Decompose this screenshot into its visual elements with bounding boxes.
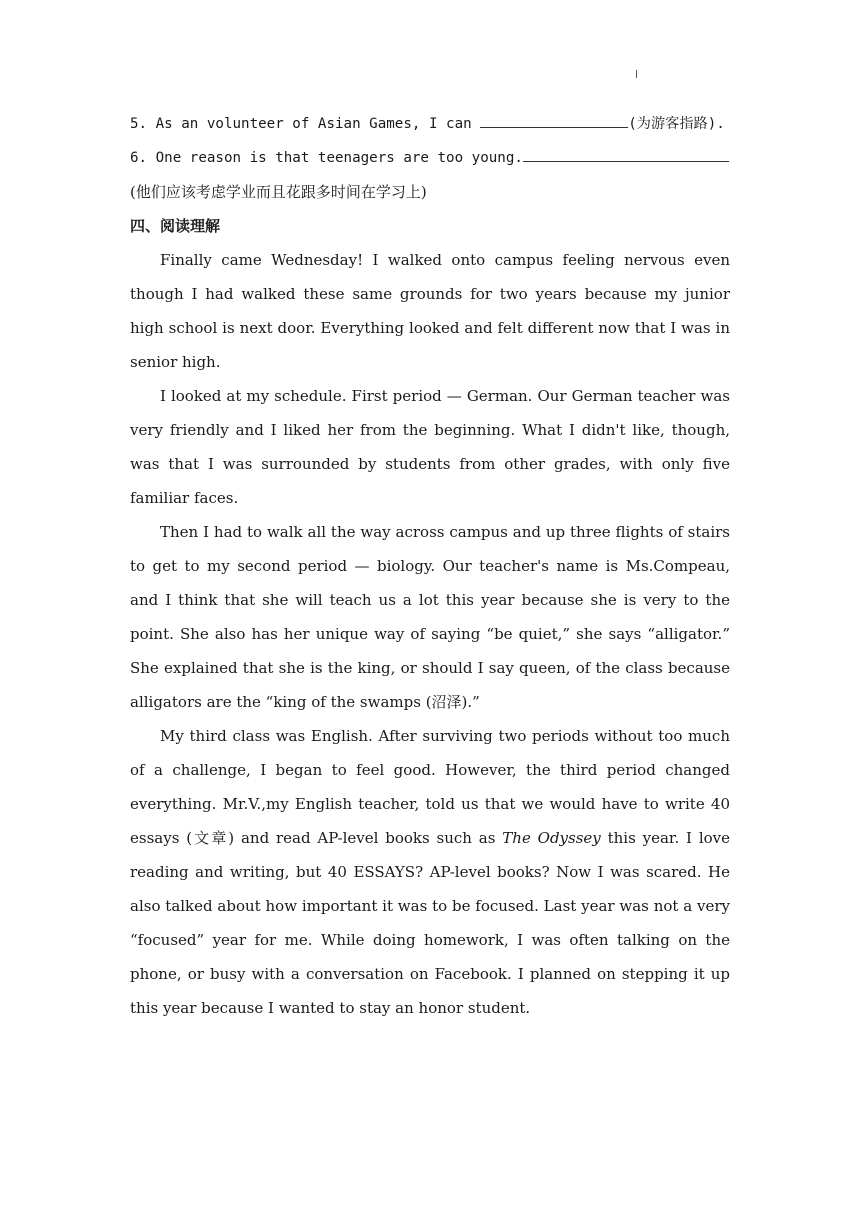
paragraph-4-part-1: My third class was English. After surviving two periods without too much of a challenge, I began to feel good. However, the third period changed everything. Mr.V.,my English teacher, told us that we would have to write 40 essays (文章) and read AP-level books such as bbox=[130, 727, 730, 847]
item6-text: 6. One reason is that teenagers are too young. bbox=[130, 150, 523, 166]
answer-blank-5[interactable] bbox=[480, 113, 628, 128]
item5-hint: (为游客指路). bbox=[628, 116, 725, 132]
item5-text: 5. As an volunteer of Asian Games, I can bbox=[130, 116, 481, 132]
reading-paragraph-3: Then I had to walk all the way across campus and up three flights of stairs to get to my second period — biology. Our teacher's name is Ms.Compeau, and I think that she will teach us a lot this year because she is very to the point. She also has her unique way of saying “be quiet,” she says “alligator.” She explained that she is the king, or should I say queen, of the class because alligators are the “king of the swamps (沼泽).” bbox=[130, 523, 730, 711]
item6-hint: (他们应该考虑学业而且花跟多时间在学习上) bbox=[130, 183, 427, 201]
exercise-item-6 bbox=[130, 141, 730, 175]
reading-paragraph-1: Finally came Wednesday! I walked onto campus feeling nervous even though I had walked these same grounds for two years because my junior high school is next door. Everything looked and felt different now that I was in senior high. bbox=[130, 251, 730, 371]
reading-heading: 四、阅读理解 bbox=[130, 217, 221, 235]
document-content bbox=[130, 107, 730, 1025]
answer-blank-6[interactable] bbox=[523, 147, 729, 162]
reading-paragraph-4 bbox=[130, 719, 730, 1025]
reading-paragraph-2: I looked at my schedule. First period — German. Our German teacher was very friendly and I liked her from the beginning. What I didn't like, though, was that I was surrounded by students from other grades, with only five familiar faces. bbox=[130, 387, 730, 507]
exercise-item-5 bbox=[130, 107, 730, 141]
book-title: The Odyssey bbox=[502, 829, 601, 847]
page-margin-mark bbox=[636, 70, 637, 78]
exercise-item-6-hint bbox=[130, 175, 730, 209]
paragraph-4-part-2: this year. I love reading and writing, but 40 ESSAYS? AP-level books? Now I was scared. He also talked about how important it was to be focused. Last year was not a very “focused” year for me. While doing homework, I was often talking on the phone, or busy with a conversation on Facebook. I planned on stepping it up this year because I wanted to stay an honor student. bbox=[130, 829, 730, 1017]
